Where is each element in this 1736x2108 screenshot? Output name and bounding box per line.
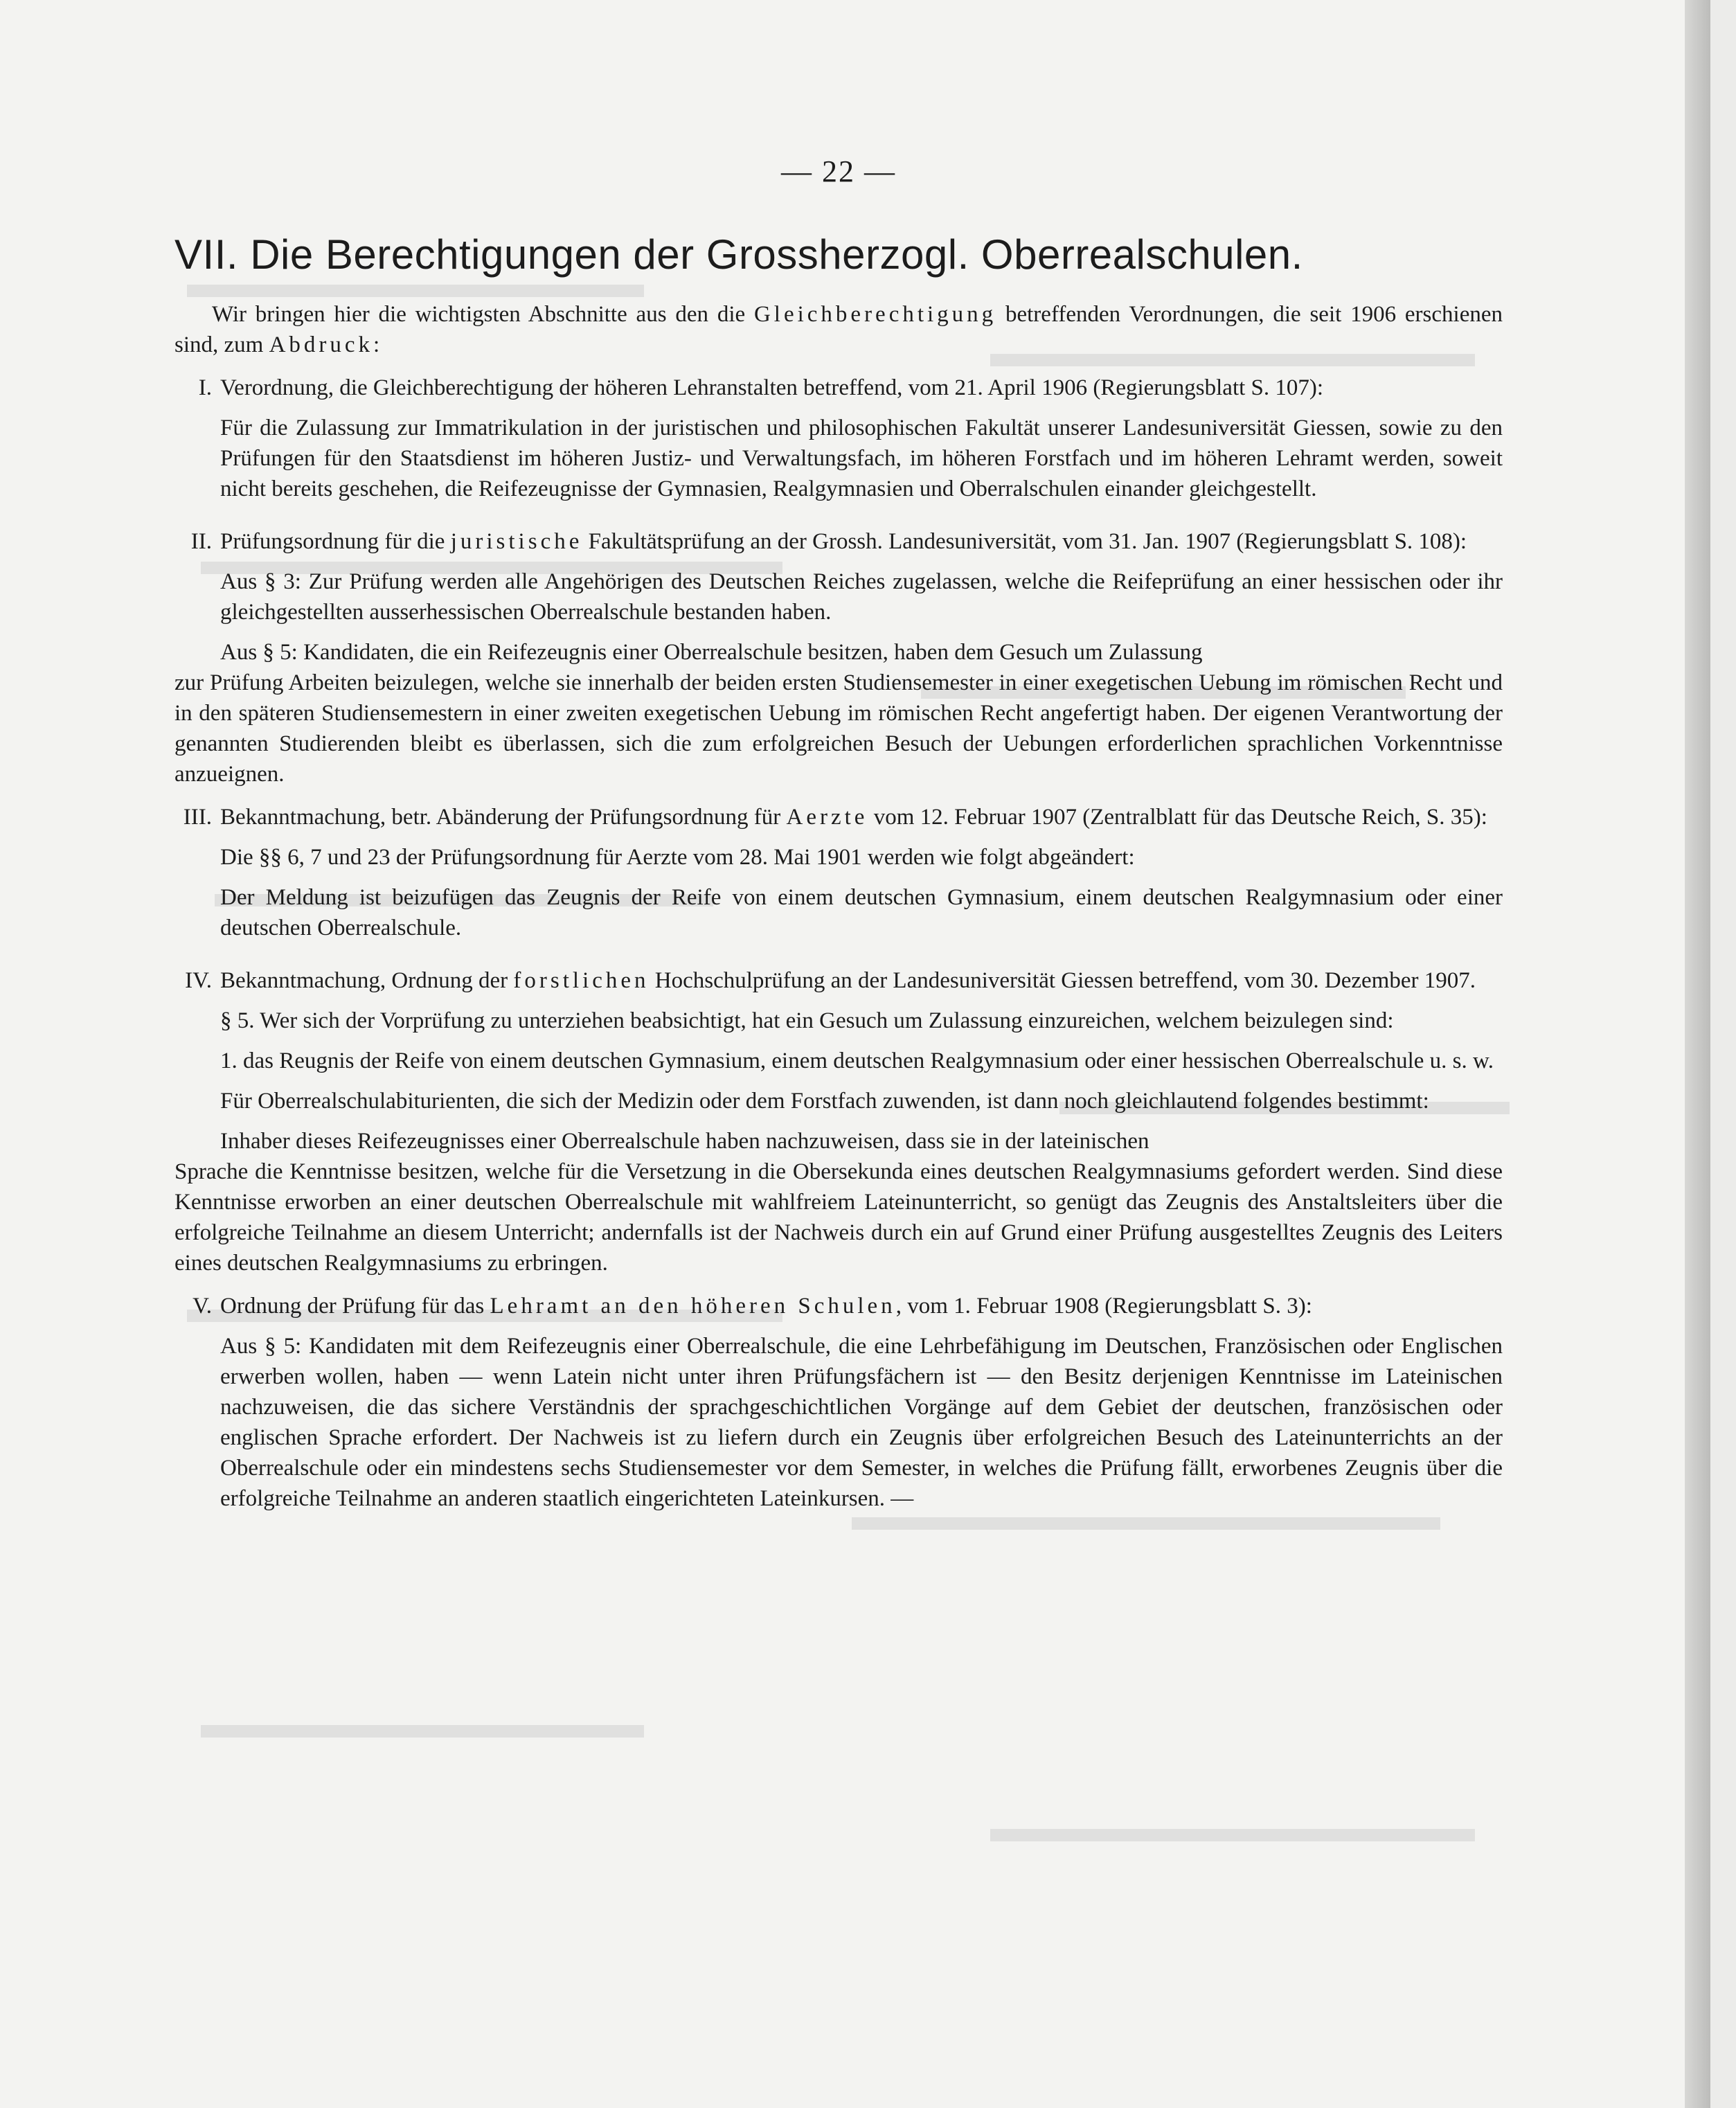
section-5-title-a: Ordnung der Prüfung für das [220, 1294, 490, 1319]
page-number: — 22 — [781, 154, 896, 188]
section-2-title-c: Fakultätsprüfung an der Grossh. Landesuniversität, vom 31. Jan. 1907 (Regierungsblatt S. 108): [582, 529, 1467, 554]
section-3-title-a: Bekanntmachung, betr. Abänderung der Prüfungsordnung für [220, 805, 787, 830]
section-4 [175, 965, 1503, 1156]
section-4-paragraph-4a: Inhaber dieses Reifezeugnisses einer Oberrealschule haben nachzuweisen, dass sie in der lateinischen [220, 1129, 1149, 1154]
section-3-title [220, 802, 1503, 832]
section-2-paragraph-2a: Aus § 5: Kandidaten, die ein Reifezeugnis einer Oberrealschule besitzen, haben dem Gesuch um Zulassung [220, 640, 1203, 665]
section-1-number: I. [198, 375, 212, 400]
section-5-number: V. [193, 1294, 212, 1319]
section-2 [175, 526, 1503, 668]
section-1 [175, 373, 1503, 514]
section-2-paragraph-2b: zur Prüfung Arbeiten beizulegen, welche sie innerhalb der beiden ersten Studiensemester in einer exegetischen Uebung im römischen Recht und in den späteren Studiensemestern in einer zweiten exegetischen Uebung im römischen Recht angefertigt haben. Der eigenen Verantwortung der genannten Studierenden bleibt es überlassen, sich die zum erfolgreichen Besuch der Uebungen erforderlichen sprachlichen Vorkenntnisse anzueignen. [175, 670, 1503, 787]
section-3-title-c: vom 12. Februar 1907 (Zentralblatt für das Deutsche Reich, S. 35): [868, 805, 1487, 830]
intro-text-a: Wir bringen hier die wichtigsten Abschnitte aus den die [212, 302, 754, 327]
section-3-number: III. [183, 805, 212, 830]
section-4-number: IV. [185, 968, 212, 993]
intro-paragraph [175, 299, 1503, 360]
intro-text-c: betreffenden Verordnungen, die seit 1906 erschienen sind, zum [175, 302, 1503, 357]
chapter-heading: VII. Die Berechtigungen der Grossherzogl. Oberrealschulen. [175, 231, 1303, 278]
section-2-paragraph-1: Aus § 3: Zur Prüfung werden alle Angehörigen des Deutschen Reiches zugelassen, welche die Reifeprüfung an einer hessischen oder ihr gleichgestellten ausserhessischen Oberrealschule bestanden haben. [220, 569, 1503, 625]
section-4-paragraph-1: § 5. Wer sich der Vorprüfung zu unterziehen beabsichtigt, hat ein Gesuch um Zulassung einzureichen, welchem beizulegen sind: [220, 1008, 1394, 1033]
section-5 [175, 1291, 1503, 1524]
section-4-title-a: Bekanntmachung, Ordnung der [220, 968, 514, 993]
section-2-number: II. [190, 529, 212, 554]
section-3-paragraph-2: Der Meldung ist beizufügen das Zeugnis der Reife von einem deutschen Gymnasium, einem deutschen Realgymnasium oder einer deutschen Oberrealschule. [220, 885, 1503, 940]
section-4-title-spaced: forstlichen [513, 968, 650, 993]
section-5-title [220, 1291, 1503, 1321]
section-5-title-c: , vom 1. Februar 1908 (Regierungsblatt S. 3): [895, 1294, 1312, 1319]
section-2-title-spaced: juristische [450, 529, 583, 554]
section-3-paragraph-1: Die §§ 6, 7 und 23 der Prüfungsordnung für Aerzte vom 28. Mai 1901 werden wie folgt abgeändert: [220, 845, 1135, 870]
intro-spaced-abdruck: Abdruck: [269, 332, 384, 357]
section-5-title-spaced: Lehramt an den höheren Schulen [490, 1294, 896, 1319]
section-4-paragraph-4b: Sprache die Kenntnisse besitzen, welche für die Versetzung in die Obersekunda eines deutschen Realgymnasiums gefordert werden. Sind diese Kenntnisse erworben an einer deutschen Oberrealschule mit wahlfreiem Lateinunterricht, so genügt das Zeugnis des Anstaltsleiters über die erfolgreiche Teilnahme an diesem Unterricht; andernfalls ist der Nachweis durch ein auf Grund einer Prüfung ausgestelltes Zeugnis des Leiters eines deutschen Realgymnasiums zu erbringen. [175, 1159, 1503, 1276]
section-2-title-a: Prüfungsordnung für die [220, 529, 451, 554]
section-1-title: Verordnung, die Gleichberechtigung der höheren Lehranstalten betreffend, vom 21. April 1906 (Regierungsblatt S. 107): [220, 375, 1324, 400]
section-4-paragraph-3: Für Oberrealschulabiturienten, die sich der Medizin oder dem Forstfach zuwenden, ist dann noch gleichlautend folgendes bestimmt: [220, 1089, 1429, 1114]
section-3-title-spaced: Aerzte [786, 805, 868, 830]
section-2-title [220, 526, 1503, 557]
section-5-paragraph-1: Aus § 5: Kandidaten mit dem Reifezeugnis einer Oberrealschule, die eine Lehrbefähigung im Deutschen, Französischen oder Englischen erwerben wollen, haben — wenn Latein nicht unter ihren Prüfungsfächern ist — den Besitz derjenigen Kenntnisse im Lateinischen nachzuweisen, die das sichere Verständnis der sprachgeschichtlichen Vorgänge auf dem Gebiet der deutschen, französischen oder englischen Sprache erfordert. Der Nachweis ist zu liefern durch ein Zeugnis über erfolgreichen Besuch des Lateinunterrichts an der Oberrealschule oder ein mindestens sechs Studiensemester vor dem Semester, in welches die Prüfung fällt, erworbenes Zeugnis über die erfolgreiche Teilnahme an anderen staatlich eingerichteten Lateinkursen. — [220, 1334, 1503, 1511]
page-edge-shadow [1685, 0, 1710, 2108]
section-4-title [220, 965, 1503, 996]
section-4-title-c: Hochschulprüfung an der Landesuniversität Giessen betreffend, vom 30. Dezember 1907. [649, 968, 1476, 993]
section-3 [175, 802, 1503, 953]
intro-spaced-term: Gleichberechtigung [753, 302, 997, 327]
section-1-paragraph-1: Für die Zulassung zur Immatrikulation in der juristischen und philosophischen Fakultät unserer Landesuniversität Giessen, sowie zu den Prüfungen für den Staatsdienst im höheren Justiz- und Verwaltungsfach, im höheren Forstfach und im höheren Lehramt werden, soweit nicht bereits geschehen, die Reifezeugnisse der Gymnasien, Realgymnasien und Oberralschulen einander gleichgestellt. [220, 416, 1503, 501]
section-4-paragraph-2: 1. das Reugnis der Reife von einem deutschen Gymnasium, einem deutschen Realgymnasium oder einer hessischen Oberrealschule u. s. w. [220, 1048, 1494, 1073]
